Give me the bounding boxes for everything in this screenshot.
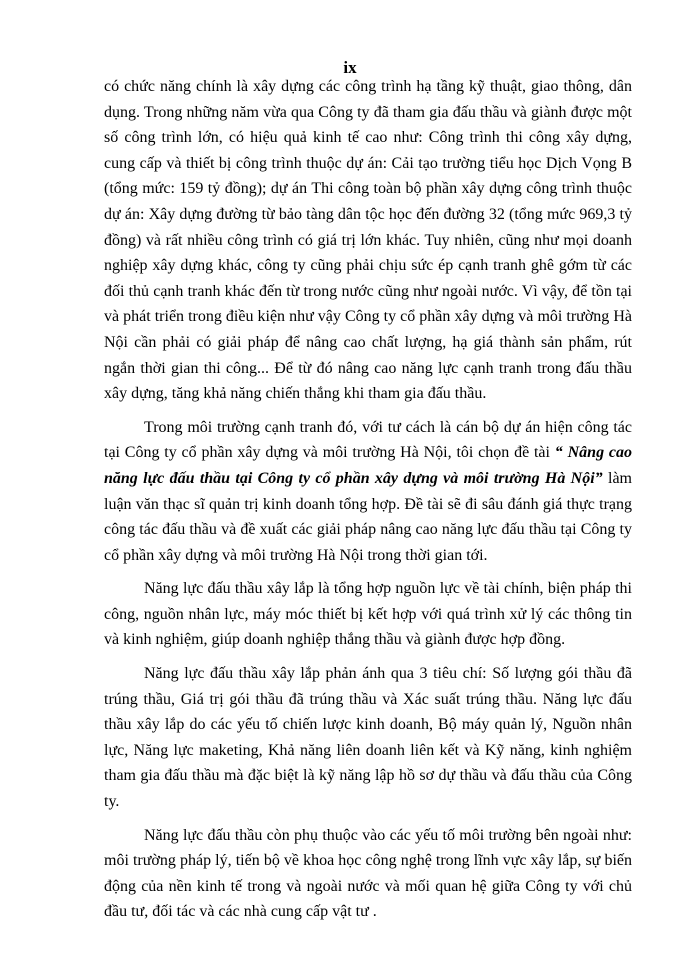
body-text — [104, 74, 632, 933]
paragraph-bidding-capacity-definition: Năng lực đấu thầu xây lắp là tổng hợp nguồn lực về tài chính, biện pháp thi công, nguồn nhân lực, máy móc thiết bị kết hợp với quá trình xử lý các thông tin và kinh nghiệm, giúp doanh nghiệp thắng thầu và giành được hợp đồng. — [104, 580, 632, 649]
paragraph-text: Trong môi trường cạnh tranh đó, với tư cách là cán bộ dự án hiện công tác tại Công ty cổ phần xây dựng và môi trường Hà Nội, tôi chọn đề tài — [104, 418, 632, 462]
page-number: ix — [343, 58, 357, 77]
paragraph-bidding-criteria: Năng lực đấu thầu xây lắp phản ánh qua 3 tiêu chí: Số lượng gói thầu đã trúng thầu, Giá trị gói thầu đã trúng thầu và Xác suất trúng thầu. Năng lực đấu thầu xây lắp do các yếu tố chiến lược kinh doanh, Bộ máy quản lý, Nguồn nhân lực, Năng lực maketing, Khả năng liên doanh liên kết và Kỹ năng, kinh nghiệm tham gia đấu thầu mà đặc biệt là kỹ năng lập hồ sơ dự thầu và đấu thầu của Công ty. — [104, 665, 632, 811]
paragraph-thesis-topic — [104, 415, 632, 569]
paragraph-text: làm luận văn thạc sĩ quản trị kinh doanh tổng hợp. Đề tài sẽ đi sâu đánh giá thực trạng công tác đấu thầu và đề xuất các giải pháp nâng cao năng lực đấu thầu tại Công ty cổ phần xây dựng và môi trường Hà Nội trong thời gian tới. — [104, 469, 632, 564]
paragraph-continuation: có chức năng chính là xây dựng các công trình hạ tầng kỹ thuật, giao thông, dân dụng. Trong những năm vừa qua Công ty đã tham gia đấu thầu và giành được một số công trình lớn, có hiệu quả kinh tế cao như: Công trình thi công xây dựng, cung cấp và thiết bị công trình thuộc dự án: Cải tạo trường tiểu học Dịch Vọng B (tổng mức: 159 tỷ đồng); dự án Thi công toàn bộ phần xây dựng công trình thuộc dự án: Xây dựng đường từ bảo tàng dân tộc học đến đường 32 (tổng mức 969,3 tỷ đồng) và rất nhiều công trình có giá trị lớn khác. Tuy nhiên, cũng như mọi doanh nghiệp xây dựng khác, công ty cũng phải chịu sức ép cạnh tranh ghê gớm từ các đối thủ cạnh tranh khác đến từ trong nước cũng như ngoài nước. Vì vậy, để tồn tại và phát triển trong điều kiện như vậy Công ty cổ phần xây dựng và môi trường Hà Nội cần phải có giải pháp để nâng cao chất lượng, hạ giá thành sản phẩm, rút ngắn thời gian thi công... Để từ đó nâng cao năng lực cạnh tranh trong đấu thầu xây dựng, tăng khả năng chiến thắng khi tham gia đấu thầu. — [104, 78, 632, 403]
thesis-title: “ Nâng cao năng lực đấu thầu tại Công ty cổ phần xây dựng và môi trường Hà Nội” — [104, 444, 632, 487]
paragraph-external-factors: Năng lực đấu thầu còn phụ thuộc vào các yếu tố môi trường bên ngoài như: môi trường pháp lý, tiến bộ về khoa học công nghệ trong lĩnh vực xây lắp, sự biến động của nền kinh tế trong và ngoài nước và mối quan hệ giữa Công ty với chủ đầu tư, đối tác và các nhà cung cấp vật tư . — [104, 826, 632, 921]
